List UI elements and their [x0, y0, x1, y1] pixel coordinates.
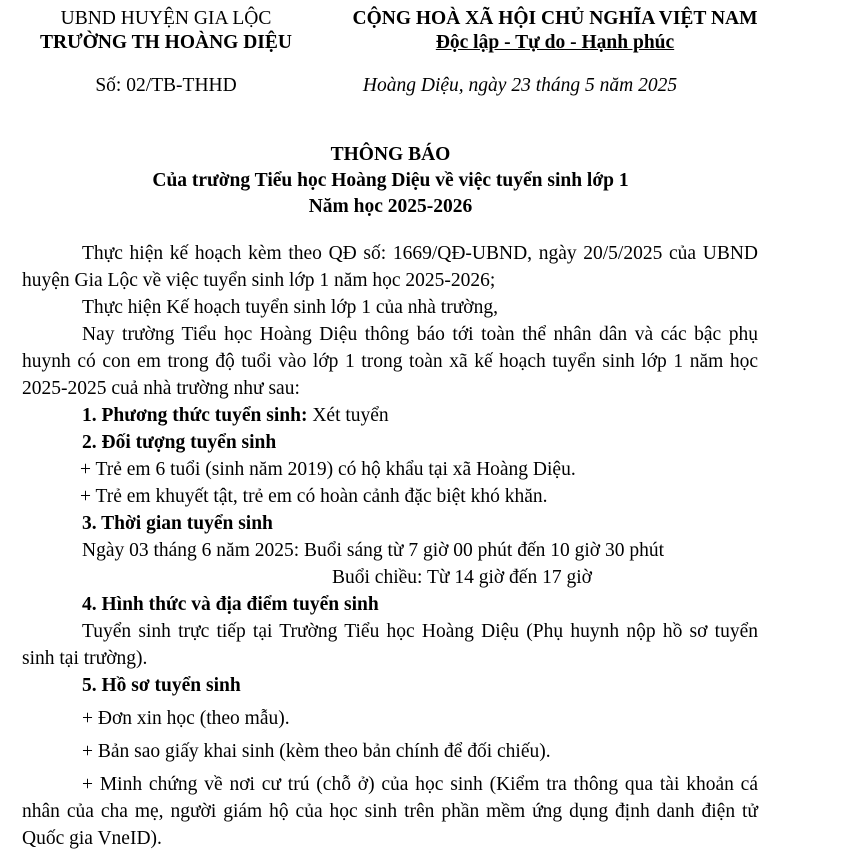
document-header: [0, 0, 841, 110]
list-item: + Minh chứng về nơi cư trú (chỗ ở) của học sinh (Kiểm tra thông qua tài khoản cá nhân của cha mẹ, người giám hộ của học sinh trên phần mềm ứng dụng định danh điện tử Quốc gia VneID).: [22, 774, 758, 849]
notice-title: THÔNG BÁO: [330, 144, 451, 165]
admission-location: Tuyển sinh trực tiếp tại Trường Tiểu học Hoàng Diệu (Phụ huynh nộp hồ sơ tuyển sinh tại trường).: [22, 621, 758, 669]
paragraph-announcement: Nay trường Tiểu học Hoàng Diệu thông báo tới toàn thể nhân dân và các bậc phụ huynh có con em trong độ tuổi vào lớp 1 trong toàn xã kế hoạch tuyển sinh lớp 1 năm học 2025-2025 cuả nhà trường như sau:: [22, 324, 758, 399]
national-motto: Độc lập - Tự do - Hạnh phúc: [435, 32, 675, 53]
section-heading: 1. Phương thức tuyển sinh:: [82, 405, 308, 426]
issue-date: Hoàng Diệu, ngày 23 tháng 5 năm 2025: [362, 75, 678, 96]
list-item: + Bản sao giấy khai sinh (kèm theo bản chính để đối chiếu).: [82, 741, 551, 762]
schedule-afternoon: Buổi chiều: Từ 14 giờ đến 17 giờ: [332, 567, 592, 588]
paragraph-plan: Thực hiện Kế hoạch tuyển sinh lớp 1 của nhà trường,: [82, 297, 498, 318]
section-heading: 3. Thời gian tuyển sinh: [82, 513, 273, 534]
section-heading: 5. Hồ sơ tuyển sinh: [82, 675, 241, 696]
list-item: + Trẻ em khuyết tật, trẻ em có hoàn cảnh đặc biệt khó khăn.: [80, 486, 548, 507]
schedule-morning: Ngày 03 tháng 6 năm 2025: Buổi sáng từ 7 giờ 00 phút đến 10 giờ 30 phút: [82, 540, 665, 561]
section-admission-method: [22, 402, 758, 429]
admission-method-value: Xét tuyển: [307, 405, 389, 426]
paragraph-basis: Thực hiện kế hoạch kèm theo QĐ số: 1669/QĐ-UBND, ngày 20/5/2025 của UBND huyện Gia Lộc về việc tuyển sinh lớp 1 năm học 2025-2026;: [22, 243, 758, 291]
notice-body: [22, 240, 758, 852]
issuing-authority: UBND HUYỆN GIA LỘC: [60, 8, 272, 29]
notice-subtitle: Của trường Tiểu học Hoàng Diệu về việc tuyển sinh lớp 1: [152, 170, 629, 191]
school-name: TRƯỜNG TH HOÀNG DIỆU: [40, 32, 292, 53]
section-heading: 2. Đối tượng tuyển sinh: [82, 432, 277, 453]
list-item: + Đơn xin học (theo mẫu).: [82, 708, 290, 729]
national-title: CỘNG HOÀ XÃ HỘI CHỦ NGHĨA VIỆT NAM: [352, 8, 758, 29]
list-item: + Trẻ em 6 tuổi (sinh năm 2019) có hộ khẩu tại xã Hoàng Diệu.: [80, 459, 576, 480]
school-year: Năm học 2025-2026: [308, 196, 473, 217]
document-number: Số: 02/TB-THHD: [95, 75, 237, 96]
section-heading: 4. Hình thức và địa điểm tuyển sinh: [82, 594, 379, 615]
